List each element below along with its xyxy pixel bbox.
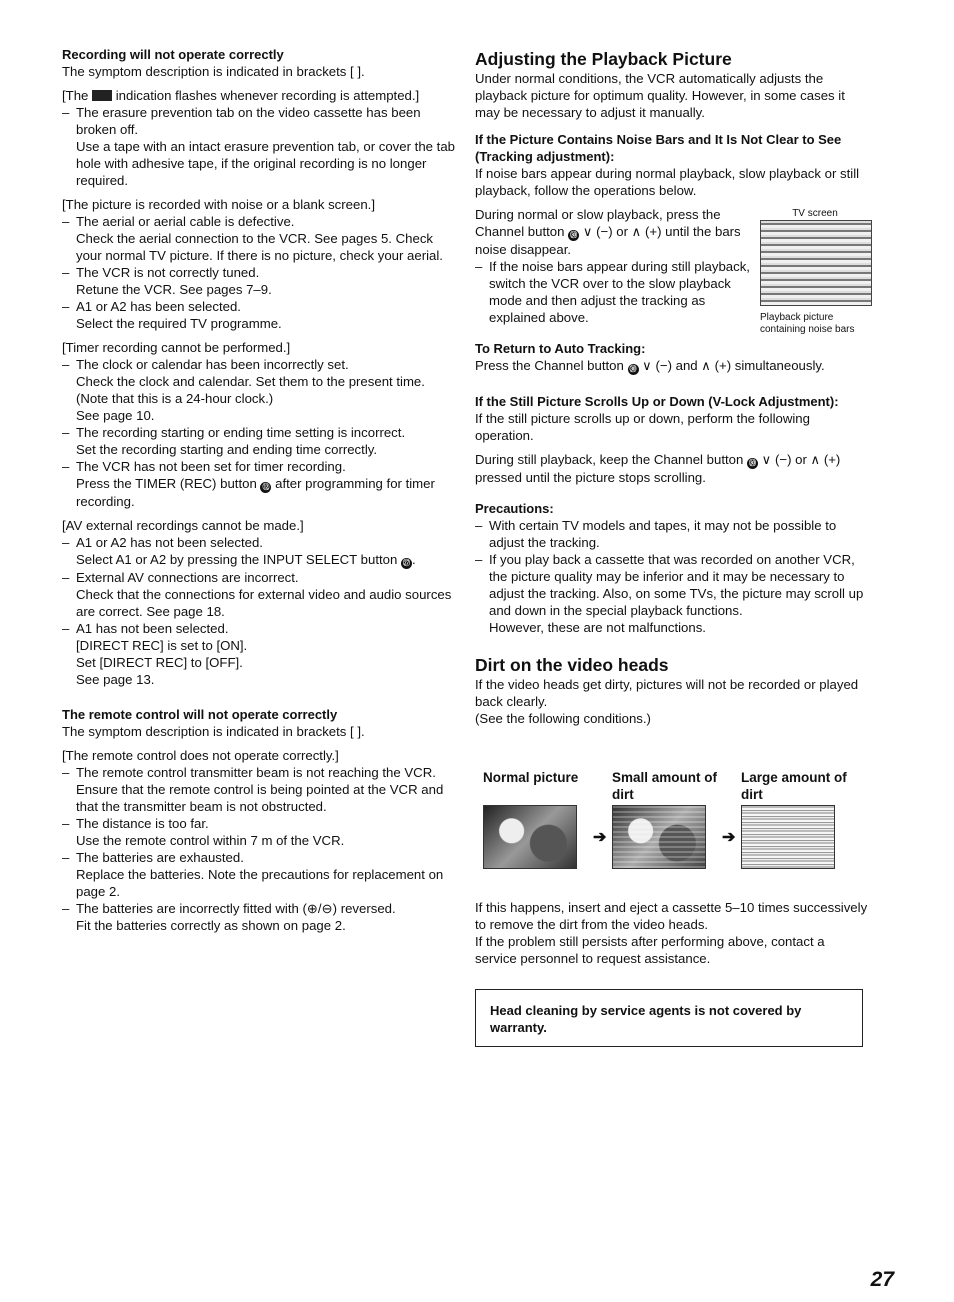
noise-step: During normal or slow playback, press the Channel button ㉚ ∨ (−) or ∧ (+) until the bars noise disappear. xyxy=(475,207,741,257)
cause-item: – External AV connections are incorrect. xyxy=(62,570,299,585)
cause-fix: Retune the VCR. See pages 7–9. xyxy=(76,282,272,297)
cause-item: – The erasure prevention tab on the video cassette has been broken off. xyxy=(62,105,421,137)
cause-fix: Use a tape with an intact erasure prevention tab, or cover the tab hole with adhesive tape, if the original recording is no longer required. xyxy=(76,139,455,188)
cause-item: – The recording starting or ending time setting is incorrect. xyxy=(62,425,406,440)
cause-fix: Use the remote control within 7 m of the VCR. xyxy=(76,833,345,848)
cause-fix: Press the TIMER (REC) button ⑫ after programming for timer recording. xyxy=(76,476,435,509)
small-dirt-image xyxy=(612,805,706,869)
vlock-subtitle: If the Still Picture Scrolls Up or Down (V-Lock Adjustment): xyxy=(475,394,839,409)
cause-item: – The aerial or aerial cable is defective. xyxy=(62,214,295,229)
recording-section-title: Recording will not operate correctly xyxy=(62,47,284,62)
dirt-see: (See the following conditions.) xyxy=(475,711,651,726)
normal-picture-image xyxy=(483,805,577,869)
cause-fix: Select A1 or A2 by pressing the INPUT SELECT button ㉗ . xyxy=(76,552,416,567)
cause-fix: Set [DIRECT REC] to [OFF]. xyxy=(76,655,243,670)
vlock-intro: If the still picture scrolls up or down, perform the following operation. xyxy=(475,411,810,443)
cause-item: – A1 or A2 has not been selected. xyxy=(62,535,263,550)
cause-fix: Check that the connections for external video and audio sources are correct. See page 18. xyxy=(76,587,452,619)
dirt-large-label: Large amount of dirt xyxy=(741,770,847,802)
symptom-noise: [The picture is recorded with noise or a blank screen.] xyxy=(62,197,375,212)
tv-screen-caption: Playback picture containing noise bars xyxy=(760,312,855,335)
dirt-contact: If the problem still persists after performing above, contact a service personnel to request assistance. xyxy=(475,934,825,966)
channel-button-icon: ㉚ xyxy=(570,232,578,239)
cause-item: – A1 has not been selected. xyxy=(62,621,229,636)
warranty-notice: Head cleaning by service agents is not covered by warranty. xyxy=(475,989,863,1047)
cause-item: – The VCR has not been set for timer recording. xyxy=(62,459,346,474)
cause-see: See page 10. xyxy=(76,408,155,423)
cause-item: – The distance is too far. xyxy=(62,816,209,831)
symptom-remote: [The remote control does not operate correctly.] xyxy=(62,748,339,763)
arrow-right-icon: ➔ xyxy=(722,829,736,846)
cause-fix: Check the aerial connection to the VCR. See pages 5. Check your normal TV picture. If there is no picture, check your aerial. xyxy=(76,231,443,263)
precautions-subtitle: Precautions: xyxy=(475,501,554,516)
recording-intro: The symptom description is indicated in brackets [ ]. xyxy=(62,64,365,79)
symptom-av: [AV external recordings cannot be made.] xyxy=(62,518,304,533)
dirt-section-title: Dirt on the video heads xyxy=(475,655,669,675)
input-select-button-icon: ㉗ xyxy=(403,560,410,567)
dirt-small-label: Small amount of dirt xyxy=(612,770,718,802)
cause-item: – The batteries are exhausted. xyxy=(62,850,244,865)
left-column xyxy=(62,46,457,934)
auto-tracking-step: Press the Channel button ㉚ ∨ (−) and ∧ (+) simultaneously. xyxy=(475,358,825,373)
precaution-note: However, these are not malfunctions. xyxy=(489,620,706,635)
precaution-item: – If you play back a cassette that was recorded on another VCR, the picture quality may be inferior and it may be necessary to adjust the tracking. Also, on some TVs, the picture may scroll up and down in the special playback functions. xyxy=(475,552,864,618)
cause-item: – A1 or A2 has been selected. xyxy=(62,299,241,314)
cause-fix: Set the recording starting and ending time correctly. xyxy=(76,442,378,457)
channel-button-icon: ㉚ xyxy=(748,460,756,467)
symptom-rec-indicator: [The indication flashes whenever recording is attempted.] xyxy=(62,88,420,103)
arrow-right-icon: ➔ xyxy=(593,829,607,846)
cause-item: – The VCR is not correctly tuned. xyxy=(62,265,260,280)
cause-fix: Select the required TV programme. xyxy=(76,316,282,331)
noise-intro: If noise bars appear during normal playback, slow playback or still playback, follow the operations below. xyxy=(475,166,860,198)
cause-item: – The batteries are incorrectly fitted with (⊕/⊖) reversed. xyxy=(62,901,396,916)
tv-screen-label: TV screen xyxy=(792,208,838,219)
symptom-timer: [Timer recording cannot be performed.] xyxy=(62,340,291,355)
cause-item: – The remote control transmitter beam is not reaching the VCR. xyxy=(62,765,436,780)
noise-subtitle: If the Picture Contains Noise Bars and It Is Not Clear to See (Tracking adjustment): xyxy=(475,132,842,164)
cause-see: See page 13. xyxy=(76,672,155,687)
dirt-normal-label: Normal picture xyxy=(483,770,579,785)
vlock-step: During still playback, keep the Channel button ㉚ ∨ (−) or ∧ (+) pressed until the picture stops scrolling. xyxy=(475,452,841,485)
dirt-large-column xyxy=(741,769,870,869)
auto-tracking-subtitle: To Return to Auto Tracking: xyxy=(475,341,646,356)
cause-fix: Ensure that the remote control is being pointed at the VCR and that the transmitter beam is not obstructed. xyxy=(76,782,444,814)
cause-fix: Fit the batteries correctly as shown on page 2. xyxy=(76,918,346,933)
dirt-small-column xyxy=(612,769,741,869)
noise-item: – If the noise bars appear during still playback, switch the VCR over to the slow playback mode and then adjust the tracking as explained above. xyxy=(475,259,750,325)
rec-indicator-icon xyxy=(92,90,112,101)
dirt-comparison xyxy=(475,769,870,869)
right-column xyxy=(475,48,870,1047)
remote-intro: The symptom description is indicated in brackets [ ]. xyxy=(62,724,365,739)
cause-fix: Replace the batteries. Note the precautions for replacement on page 2. xyxy=(76,867,444,899)
cause-fix: [DIRECT REC] is set to [ON]. xyxy=(76,638,248,653)
dirt-intro: If the video heads get dirty, pictures will not be recorded or played back clearly. xyxy=(475,677,859,709)
timer-rec-button-icon: ⑫ xyxy=(262,484,270,491)
channel-button-icon: ㉚ xyxy=(629,366,637,373)
precaution-item: – With certain TV models and tapes, it may not be possible to adjust the tracking. xyxy=(475,518,837,550)
cause-item: – The clock or calendar has been incorrectly set. xyxy=(62,357,349,372)
large-dirt-image xyxy=(741,805,835,869)
adjust-section-title: Adjusting the Playback Picture xyxy=(475,49,732,69)
dirt-normal-column xyxy=(475,769,612,869)
cause-fix: Check the clock and calendar. Set them to the present time. (Note that this is a 24-hour clock.) xyxy=(76,374,425,406)
remote-section-title: The remote control will not operate correctly xyxy=(62,707,338,722)
adjust-intro: Under normal conditions, the VCR automatically adjusts the playback picture for optimum quality. However, in some cases it may be necessary to adjust it manually. xyxy=(475,71,845,120)
dirt-instruction: If this happens, insert and eject a cassette 5–10 times successively to remove the dirt from the video heads. xyxy=(475,900,868,932)
page-number: 27 xyxy=(870,1268,894,1291)
